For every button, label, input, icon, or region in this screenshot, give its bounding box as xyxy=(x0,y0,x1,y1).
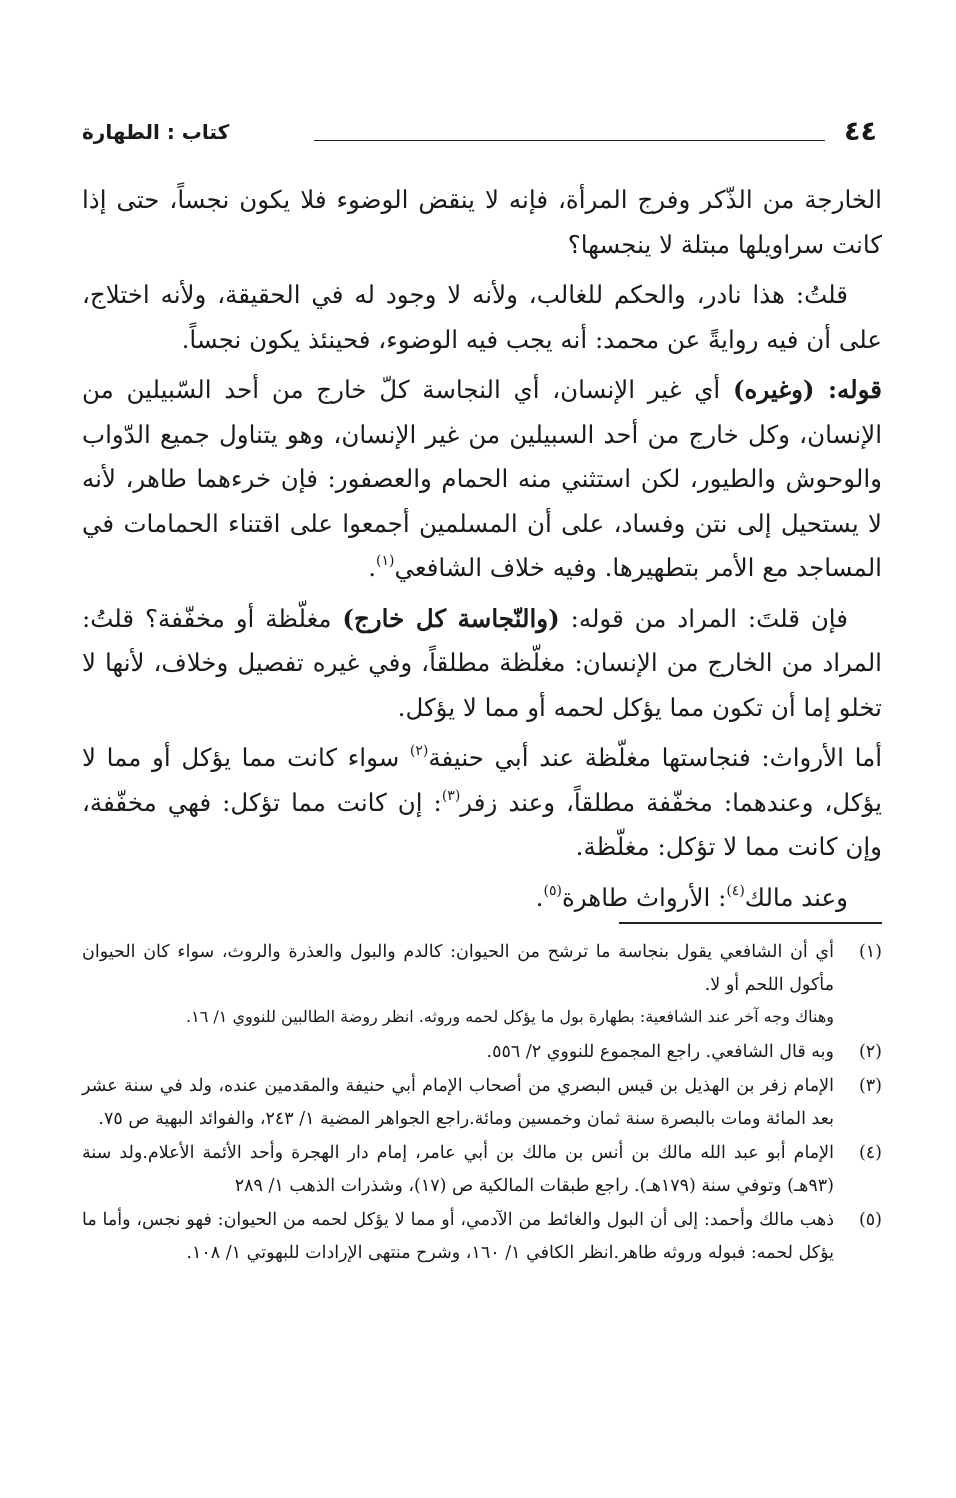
paragraph-text: أي غير الإنسان، أي النجاسة كلّ خارج من أحد السّبيلين من الإنسان، وكل خارج من أحد السبيلين من غير الإنسان، وهو يتناول جميع الدّواب والوحوش والطيور، لكن استثني منه الحمام والعصفور: فإن خرءهما طاهر، لأنه لا يستحيل إلى نتن وفساد، على أن المسلمين أجمعوا على اقتناء الحمامات في المساجد مع الأمر بتطهيرها. وفيه خلاف الشافعي xyxy=(82,375,882,582)
footnote-separator xyxy=(619,922,882,924)
footnote-number: (٣) xyxy=(858,1076,882,1096)
footnote xyxy=(82,1137,882,1202)
footnote-marker[interactable]: (٣) xyxy=(441,787,461,804)
footnote-text: ذهب مالك وأحمد: إلى أن البول والغائط من الآدمي، أو مما لا يؤكل لحمه من الحيوان: فهو نجس، وأما ما يؤكل لحمه: فبوله وروثه طاهر.انظر الكافي ١/ ١٦٠، وشرح منتهى الإرادات للبهوتي ١/ ١٠٨. xyxy=(82,1210,834,1263)
header-rule xyxy=(314,140,825,141)
footnote-number: (١) xyxy=(858,942,882,962)
footnote-text: وهناك وجه آخر عند الشافعية: بطهارة بول ما يؤكل لحمه وروثه. انظر روضة الطالبين للنووي ١/ ١٦. xyxy=(186,1007,834,1026)
paragraph-text: مغلّظة أو مخفّفة؟ قلتُ: المراد من الخارج من الإنسان: مغلّظة مطلقاً، وفي غيره تفصيل وخلاف، لأنها لا تخلو إما أن تكون مما يؤكل لحمه أو مما لا يؤكل. xyxy=(82,603,882,722)
footnote-number: (٢) xyxy=(858,1041,882,1062)
paragraph xyxy=(82,876,882,921)
paragraph xyxy=(82,736,882,870)
footnote-number: (٤) xyxy=(858,1143,882,1163)
page-header xyxy=(82,118,877,154)
paragraph xyxy=(82,368,882,591)
paragraph-text: أما الأرواث: فنجاستها مغلّظة عند أبي حنيفة xyxy=(428,743,883,772)
footnote-text: الإمام أبو عبد الله مالك بن أنس بن مالك بن أبي عامر، إمام دار الهجرة وأحد الأئمة الأعلام.ولد سنة (٩٣هـ) وتوفي سنة (١٧٩هـ). راجع طبقات المالكية ص (١٧)، وشذرات الذهب ١/ ٢٨٩ xyxy=(82,1143,834,1196)
footnote xyxy=(82,1070,882,1135)
footnotes xyxy=(82,936,882,1271)
paragraph xyxy=(82,178,882,267)
running-title: كتاب : الطهارة xyxy=(82,120,230,144)
paragraph-text: قلتُ: هذا نادر، والحكم للغالب، ولأنه لا وجود له في الحقيقة، ولأنه اختلاج، على أن فيه روايةً عن محمد: أنه يجب فيه الوضوء، فحينئذ يكون نجساً. xyxy=(82,280,882,354)
paragraph xyxy=(82,273,882,362)
paragraph-text: وعند مالك xyxy=(744,882,848,912)
page-number: ٤٤ xyxy=(844,116,877,147)
footnote-marker[interactable]: (١) xyxy=(375,552,395,569)
paragraph-text: : الأرواث طاهرة xyxy=(561,882,727,912)
footnote-text: أي أن الشافعي يقول بنجاسة ما ترشح من الحيوان: كالدم والبول والعذرة والروث، سواء كان الحيوان مأكول اللحم أو لا. xyxy=(82,942,834,995)
punctuation: . xyxy=(368,553,376,582)
footnote xyxy=(82,1204,882,1269)
paragraph-text: سواء كانت مما يؤكل أو مما لا يؤكل، وعندهما: مخفّفة مطلقاً، وعند زفر xyxy=(82,743,882,817)
footnote xyxy=(82,1036,882,1069)
quoted-phrase: (والنّجاسة كل خارج) xyxy=(342,603,560,633)
footnote xyxy=(82,936,882,1034)
paragraph-text: الخارجة من الذّكر وفرج المرأة، فإنه لا ينقض الوضوء فلا يكون نجساً، حتى إذا كانت سراويلها مبتلة لا ينجسها؟ xyxy=(82,185,882,259)
footnote-number: (٥) xyxy=(858,1210,882,1230)
paragraph xyxy=(82,597,882,731)
footnote-marker[interactable]: (٢) xyxy=(409,742,429,759)
footnote-marker[interactable]: (٤) xyxy=(726,882,745,899)
footnote-text: الإمام زفر بن الهذيل بن قيس البصري من أصحاب الإمام أبي حنيفة والمقدمين عنده، ولد في سنة عشر بعد المائة ومات بالبصرة سنة ثمان وخمسين ومائة.راجع الجواهر المضية ١/ ٢٤٣، والفوائد البهية ص ٧٥. xyxy=(82,1076,834,1129)
footnote-marker[interactable]: (٥) xyxy=(543,882,562,899)
quoted-phrase: قوله: (وغيره) xyxy=(732,375,883,404)
paragraph-text: فإن قلتَ: المراد من قوله: xyxy=(559,603,848,633)
main-text xyxy=(82,178,882,926)
footnote-text: وبه قال الشافعي. راجع المجموع للنووي ٢/ ٥٥٦. xyxy=(486,1041,834,1062)
paragraph-text: : إن كانت مما تؤكل: فهي مخفّفة، وإن كانت مما لا تؤكل: مغلّظة. xyxy=(82,787,882,861)
punctuation: . xyxy=(535,882,544,912)
footnote-body xyxy=(82,936,834,1034)
